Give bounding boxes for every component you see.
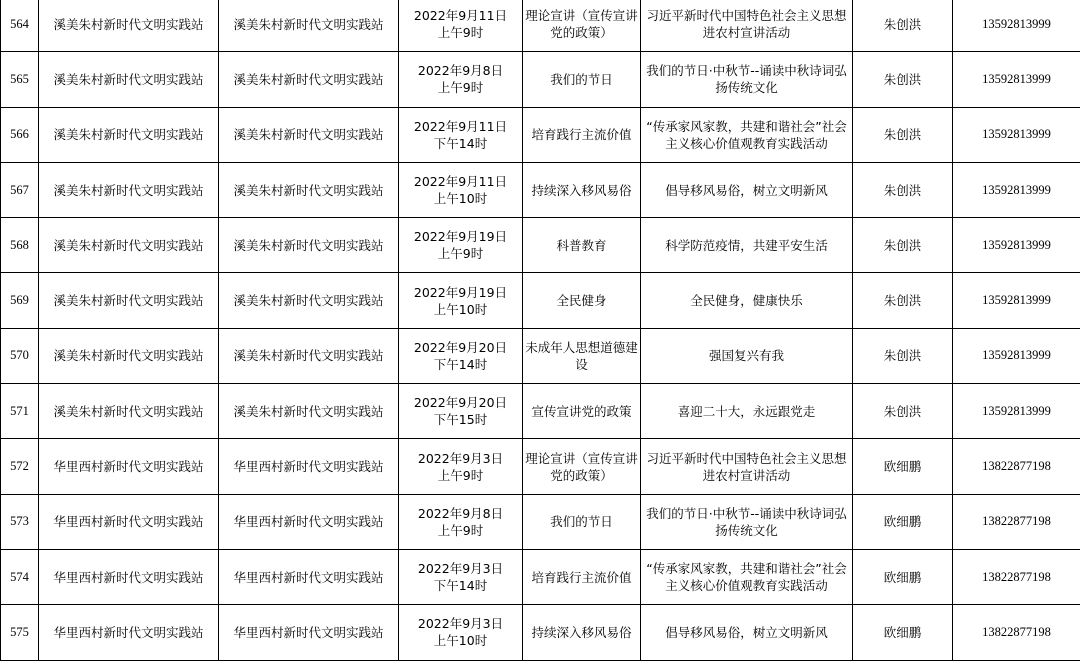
date-text: 2022年9月19日 (413, 284, 508, 300)
row-number-cell: 571 (1, 384, 39, 439)
category-cell: 宣传宣讲党的政策 (523, 384, 641, 439)
organizer-site-cell: 溪美朱村新时代文明实践站 (219, 52, 399, 107)
contact-person-cell: 朱创洪 (853, 107, 953, 162)
activity-cell: 倡导移风易俗，树立文明新风 (641, 162, 853, 217)
activity-cell: 倡导移风易俗，树立文明新风 (641, 605, 853, 660)
organizer-site-cell: 华里西村新时代文明实践站 (219, 605, 399, 660)
activity-cell: 我们的节日·中秋节--诵读中秋诗词弘扬传统文化 (641, 52, 853, 107)
activity-cell: 全民健身，健康快乐 (641, 273, 853, 328)
row-number-cell: 570 (1, 328, 39, 383)
table-row (1, 549, 1080, 604)
contact-person-cell: 朱创洪 (853, 52, 953, 107)
date-text: 2022年9月19日 (413, 229, 508, 245)
row-number-cell: 566 (1, 107, 39, 162)
table-row (1, 0, 1080, 52)
phone-cell: 13592813999 (953, 162, 1080, 217)
phone-cell: 13822877198 (953, 549, 1080, 604)
practice-site-cell: 溪美朱村新时代文明实践站 (39, 52, 219, 107)
time-text: 下午14时 (433, 135, 488, 151)
datetime-cell (399, 328, 523, 383)
row-number-cell: 565 (1, 52, 39, 107)
practice-site-cell: 华里西村新时代文明实践站 (39, 439, 219, 494)
category-cell: 科普教育 (523, 218, 641, 273)
practice-site-cell: 华里西村新时代文明实践站 (39, 494, 219, 549)
datetime-cell (399, 494, 523, 549)
activity-cell: 习近平新时代中国特色社会主义思想进农村宣讲活动 (641, 0, 853, 52)
category-cell: 我们的节日 (523, 494, 641, 549)
contact-person-cell: 朱创洪 (853, 384, 953, 439)
contact-person-cell: 朱创洪 (853, 0, 953, 52)
practice-site-cell: 华里西村新时代文明实践站 (39, 605, 219, 660)
table-row (1, 273, 1080, 328)
organizer-site-cell: 溪美朱村新时代文明实践站 (219, 218, 399, 273)
category-cell: 全民健身 (523, 273, 641, 328)
table-row (1, 384, 1080, 439)
practice-site-cell: 溪美朱村新时代文明实践站 (39, 273, 219, 328)
contact-person-cell: 朱创洪 (853, 218, 953, 273)
contact-person-cell: 欧细鹏 (853, 494, 953, 549)
date-text: 2022年9月11日 (413, 174, 508, 190)
activity-cell: 强国复兴有我 (641, 328, 853, 383)
date-text: 2022年9月8日 (417, 63, 504, 79)
table-row (1, 494, 1080, 549)
datetime-cell (399, 218, 523, 273)
time-text: 下午14时 (433, 578, 488, 594)
datetime-cell (399, 52, 523, 107)
datetime-cell (399, 439, 523, 494)
datetime-cell (399, 384, 523, 439)
category-cell: 培育践行主流价值 (523, 107, 641, 162)
datetime-cell (399, 107, 523, 162)
date-text: 2022年9月20日 (413, 395, 508, 411)
row-number-cell: 572 (1, 439, 39, 494)
category-cell: 我们的节日 (523, 52, 641, 107)
row-number-cell: 569 (1, 273, 39, 328)
organizer-site-cell: 溪美朱村新时代文明实践站 (219, 107, 399, 162)
phone-cell: 13592813999 (953, 328, 1080, 383)
table-body (1, 0, 1080, 660)
phone-cell: 13592813999 (953, 273, 1080, 328)
datetime-cell (399, 605, 523, 660)
organizer-site-cell: 溪美朱村新时代文明实践站 (219, 0, 399, 52)
phone-cell: 13592813999 (953, 107, 1080, 162)
activity-cell: 科学防范疫情，共建平安生活 (641, 218, 853, 273)
time-text: 上午10时 (433, 301, 488, 317)
category-cell: 未成年人思想道德建设 (523, 328, 641, 383)
phone-cell: 13592813999 (953, 218, 1080, 273)
organizer-site-cell: 溪美朱村新时代文明实践站 (219, 384, 399, 439)
time-text: 上午9时 (437, 246, 484, 262)
activity-cell: “传承家风家教，共建和谐社会”社会主义核心价值观教育实践活动 (641, 107, 853, 162)
category-cell: 理论宣讲（宣传宣讲党的政策） (523, 439, 641, 494)
date-text: 2022年9月3日 (417, 450, 504, 466)
organizer-site-cell: 华里西村新时代文明实践站 (219, 439, 399, 494)
contact-person-cell: 朱创洪 (853, 162, 953, 217)
date-text: 2022年9月3日 (417, 616, 504, 632)
organizer-site-cell: 溪美朱村新时代文明实践站 (219, 328, 399, 383)
date-text: 2022年9月20日 (413, 339, 508, 355)
row-number-cell: 573 (1, 494, 39, 549)
category-cell: 培育践行主流价值 (523, 549, 641, 604)
time-text: 上午9时 (437, 80, 484, 96)
practice-site-cell: 溪美朱村新时代文明实践站 (39, 218, 219, 273)
time-text: 上午10时 (433, 633, 488, 649)
row-number-cell: 575 (1, 605, 39, 660)
category-cell: 持续深入移风易俗 (523, 605, 641, 660)
table-row (1, 162, 1080, 217)
organizer-site-cell: 溪美朱村新时代文明实践站 (219, 162, 399, 217)
contact-person-cell: 欧细鹏 (853, 549, 953, 604)
practice-site-cell: 溪美朱村新时代文明实践站 (39, 0, 219, 52)
phone-cell: 13592813999 (953, 0, 1080, 52)
row-number-cell: 564 (1, 0, 39, 52)
phone-cell: 13822877198 (953, 494, 1080, 549)
practice-site-cell: 华里西村新时代文明实践站 (39, 549, 219, 604)
phone-cell: 13822877198 (953, 605, 1080, 660)
time-text: 下午15时 (433, 412, 488, 428)
table-row (1, 218, 1080, 273)
phone-cell: 13592813999 (953, 52, 1080, 107)
row-number-cell: 567 (1, 162, 39, 217)
time-text: 上午9时 (437, 467, 484, 483)
practice-site-cell: 溪美朱村新时代文明实践站 (39, 328, 219, 383)
contact-person-cell: 朱创洪 (853, 273, 953, 328)
date-text: 2022年9月8日 (417, 505, 504, 521)
organizer-site-cell: 华里西村新时代文明实践站 (219, 549, 399, 604)
table-row (1, 605, 1080, 660)
datetime-cell (399, 0, 523, 52)
contact-person-cell: 朱创洪 (853, 328, 953, 383)
time-text: 上午10时 (433, 191, 488, 207)
activity-cell: 我们的节日·中秋节--诵读中秋诗词弘扬传统文化 (641, 494, 853, 549)
time-text: 上午9时 (437, 25, 484, 41)
datetime-cell (399, 549, 523, 604)
row-number-cell: 574 (1, 549, 39, 604)
activity-cell: “传承家风家教，共建和谐社会”社会主义核心价值观教育实践活动 (641, 549, 853, 604)
table-row (1, 52, 1080, 107)
phone-cell: 13592813999 (953, 384, 1080, 439)
time-text: 上午9时 (437, 522, 484, 538)
date-text: 2022年9月11日 (413, 8, 508, 24)
contact-person-cell: 欧细鹏 (853, 605, 953, 660)
table-row (1, 439, 1080, 494)
activity-cell: 喜迎二十大，永远跟党走 (641, 384, 853, 439)
category-cell: 持续深入移风易俗 (523, 162, 641, 217)
phone-cell: 13822877198 (953, 439, 1080, 494)
table-row (1, 328, 1080, 383)
time-text: 下午14时 (433, 356, 488, 372)
practice-site-cell: 溪美朱村新时代文明实践站 (39, 384, 219, 439)
table-row (1, 107, 1080, 162)
activity-cell: 习近平新时代中国特色社会主义思想进农村宣讲活动 (641, 439, 853, 494)
practice-site-cell: 溪美朱村新时代文明实践站 (39, 107, 219, 162)
datetime-cell (399, 162, 523, 217)
datetime-cell (399, 273, 523, 328)
organizer-site-cell: 溪美朱村新时代文明实践站 (219, 273, 399, 328)
date-text: 2022年9月3日 (417, 561, 504, 577)
category-cell: 理论宣讲（宣传宣讲党的政策） (523, 0, 641, 52)
contact-person-cell: 欧细鹏 (853, 439, 953, 494)
practice-site-cell: 溪美朱村新时代文明实践站 (39, 162, 219, 217)
organizer-site-cell: 华里西村新时代文明实践站 (219, 494, 399, 549)
date-text: 2022年9月11日 (413, 118, 508, 134)
row-number-cell: 568 (1, 218, 39, 273)
